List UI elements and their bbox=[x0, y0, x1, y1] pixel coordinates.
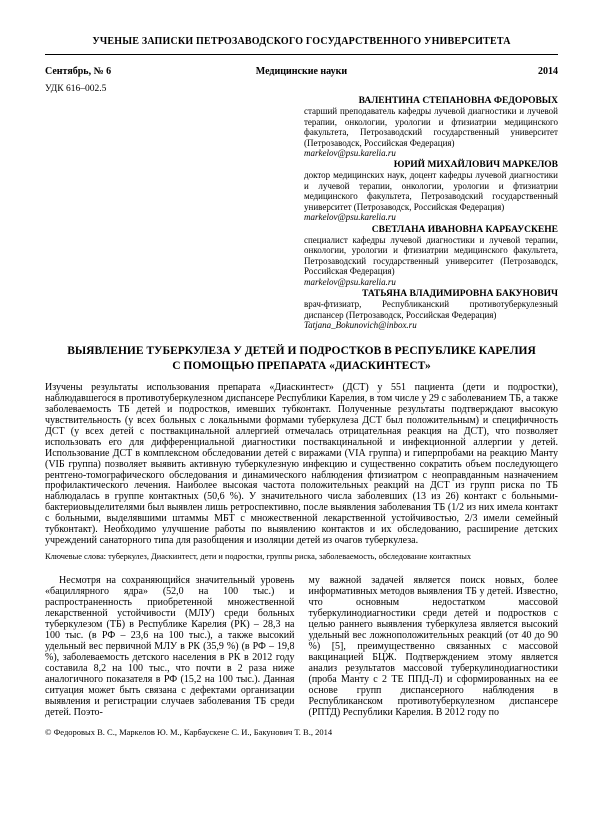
authors-block bbox=[304, 96, 558, 331]
author-name: СВЕТЛАНА ИВАНОВНА КАРБАУСКЕНЕ bbox=[371, 224, 558, 235]
year-label: 2014 bbox=[538, 66, 558, 77]
author-email: Tatjana_Bokunovich@inbox.ru bbox=[304, 320, 417, 331]
body-columns bbox=[45, 575, 558, 718]
author-affiliation: старший преподаватель кафедры лучевой диагностики и лучевой терапии, онкологии, урологии и фтизиатрии медицинского факультета, Петрозаводский государственный университет (Петрозаводск, Российская Федерация) bbox=[304, 106, 558, 148]
section-label: Медицинские науки bbox=[255, 66, 348, 77]
article-title-line2: С ПОМОЩЬЮ ПРЕПАРАТА «ДИАСКИНТЕСТ» bbox=[172, 359, 431, 372]
author-email: markelov@psu.karelia.ru bbox=[304, 212, 396, 223]
journal-header: УЧЕНЫЕ ЗАПИСКИ ПЕТРОЗАВОДСКОГО ГОСУДАРСТВЕННОГО УНИВЕРСИТЕТА bbox=[92, 36, 511, 47]
article-title bbox=[45, 344, 558, 374]
keywords-line: Ключевые слова: туберкулез, Диаскинтест, дети и подростки, группы риска, заболеваемость, обследование контактных bbox=[45, 551, 472, 561]
author-email: markelov@psu.karelia.ru bbox=[304, 276, 396, 287]
author-block bbox=[304, 225, 558, 287]
issue-label: Сентябрь, № 6 bbox=[45, 66, 112, 77]
author-name: ТАТЬЯНА ВЛАДИМИРОВНА БАКУНОВИЧ bbox=[362, 289, 558, 300]
author-affiliation: специалист кафедры лучевой диагностики и лучевой терапии, онкологии, урологии и фтизиатрии медицинского факультета, Петрозаводский государственный университет (Петрозаводск, Российская Федерация) bbox=[304, 234, 558, 277]
article-title-line1: ВЫЯВЛЕНИЕ ТУБЕРКУЛЕЗА У ДЕТЕЙ И ПОДРОСТКОВ В РЕСПУБЛИКЕ КАРЕЛИЯ bbox=[67, 344, 536, 357]
author-block bbox=[304, 96, 558, 158]
author-block bbox=[304, 160, 558, 222]
header-divider bbox=[45, 54, 558, 55]
author-name: ВАЛЕНТИНА СТЕПАНОВНА ФЕДОРОВЫХ bbox=[358, 96, 558, 106]
author-affiliation: доктор медицинских наук, доцент кафедры лучевой диагностики и лучевой терапии, онкологии, урологии и фтизиатрии медицинского факультета, Петрозаводский государственный университет (Петрозаводск, Российская Федерация) bbox=[304, 170, 558, 212]
copyright-note: © Федоровых В. С., Маркелов Ю. М., Карбаускене С. И., Бакунович Т. В., 2014 bbox=[45, 726, 333, 737]
author-email: markelov@psu.karelia.ru bbox=[304, 148, 396, 159]
abstract-text: Изучены результаты использования препарата «Диаскинтест» (ДСТ) у 551 пациента (дети и подростки), наблюдавшегося в противотуберкулезном диспансере Республики Карелия, в том числе у 29 с заболеванием ТБ, а также заболеваемость ТБ детей и подростков, имевших тубконтакт. Полученные результаты подтверждают высокую чувствительность (у всех больных с локальными формами туберкулеза ДСТ был положительным) и специфичность ДСТ (у всех детей с поствакцинальной аллергией отмечалась отрицательная реакция на ДСТ), что позволяет использовать его для дифференциальной диагностики поствакцинальной и инфекционной аллергии у детей. Использование ДСТ в комплексном обследовании детей с виражами (VIА группа) и гиперпробами на реакцию Манту (VIБ группа) позволяет выявить активную туберкулезную инфекцию и существенно сократить объем последующего рентгено-томографического обследования и динамического наблюдения фтизиатром с неоправданным назначением профилактического лечения. Наиболее высокая частота положительных реакций на ДСТ из групп риска по ТБ наблюдалась в группе контактных (50,6 %). У значительного числа заболевших (13 из 26) контакт с больными-бактериовыделителями был выявлен лишь ретроспективно, после выявления заболевания ТБ (1/2 из них имела контакт с больными, выделявшими штаммы МБТ с множественной лекарственной устойчивостью, 2/3 имели семейный тубконтакт). Необходимо улучшение работы по выявлению контактов и их обследованию, расширение детских учреждений санаторного типа для разобщения и изоляции детей из очагов туберкулеза. bbox=[45, 382, 558, 546]
issue-meta-row bbox=[45, 66, 558, 77]
author-block bbox=[304, 289, 558, 330]
author-name: ЮРИЙ МИХАЙЛОВИЧ МАРКЕЛОВ bbox=[393, 160, 558, 171]
body-column-left: Несмотря на сохраняющийся значительный уровень «бациллярного ядра» (52,0 на 100 тыс.) и распространенность приобретенной множественной лекарственной устойчивости (МЛУ) среди больных туберкулезом (ТБ) в Республике Карелия (РК) – 28,3 на 100 тыс. (в РФ – 23,6 на 100 тыс.), а также высокий удельный вес первичной МЛУ в РК (35,9 %) (в РФ – 19,8 %), заболеваемость детского населения в РК в 2012 году составила 8,2 на 100 тыс., что почти в 2 раза ниже аналогичного показателя в РФ (15,2 на 100 тыс.). Данная ситуация может быть связана с дефектами организации выявления и регистрации случаев заболевания ТБ среди детей. Поэто- bbox=[45, 574, 295, 718]
author-affiliation: врач-фтизиатр, Республиканский противотуберкулезный диспансер (Петрозаводск, Российская Федерация) bbox=[304, 299, 558, 320]
udc-code: УДК 616–002.5 bbox=[45, 84, 107, 94]
body-column-right: му важной задачей является поиск новых, более информативных методов выявления ТБ у детей. Известно, что основным недостатком массовой туберкулинодиагностики среди детей и подростков с целью раннего выявления туберкулеза является высокий удельный вес ложноположительных реакций (от 40 до 90 %) [5], преимущественно связанных с массовой вакцинацией БЦЖ. Подтверждением этому является анализ результатов массовой туберкулинодиагностики (проба Манту с 2 ТЕ ППД-Л) и сформированных на ее основе групп диспансерного наблюдения в Республиканском противотуберкулезном диспансере (РПТД) Республики Карелия. В 2012 году по bbox=[308, 574, 558, 718]
